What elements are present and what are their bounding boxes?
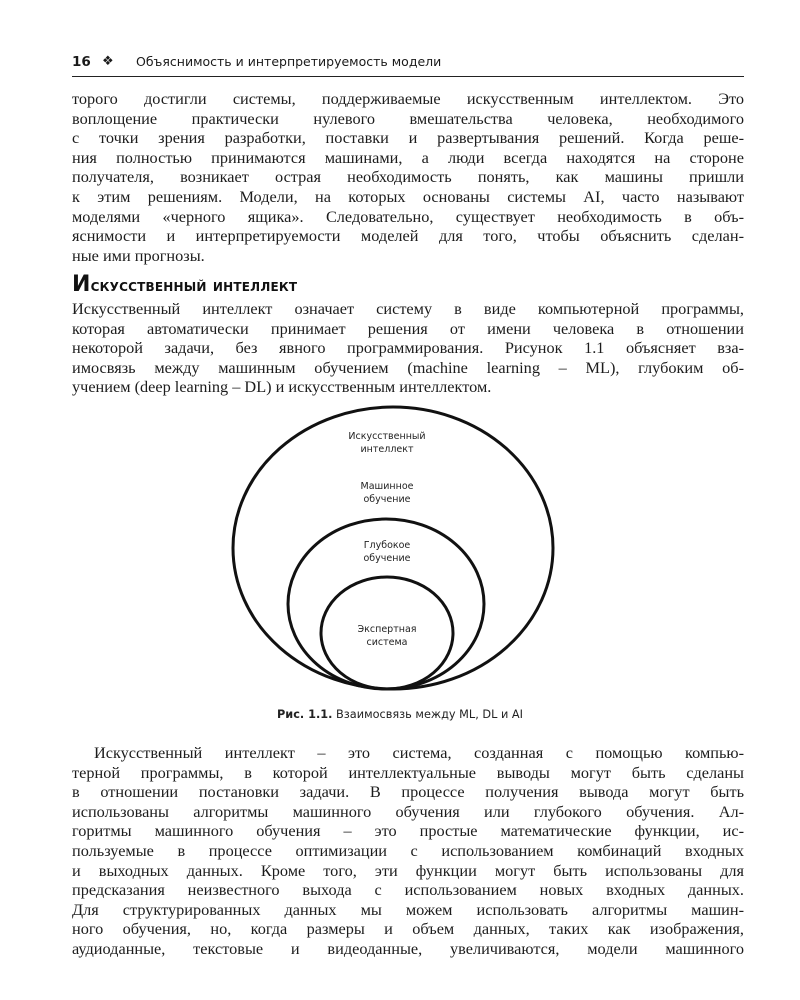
text-line: имосвязь между машинным обучением (machine learning – ML), глубоким об- — [72, 357, 744, 377]
label-line: интеллект — [360, 444, 414, 455]
label-ai — [307, 430, 467, 456]
text-line: ного обучения, но, когда размеры и объем данных, таких как изображения, — [72, 919, 744, 939]
section-paragraph-2 — [72, 743, 744, 959]
caption-text: Взаимосвязь между ML, DL и AI — [336, 708, 523, 721]
text-line: учением (deep learning – DL) и искусственным интеллектом. — [72, 377, 492, 397]
label-ml — [307, 480, 467, 506]
text-line: терной программы, в которой интеллектуальные выводы могут быть сделаны — [72, 762, 744, 782]
ornament-icon: ❖ — [102, 54, 114, 69]
text-line: которая автоматически принимает решения от имени человека в отношении — [72, 318, 744, 338]
running-header — [72, 54, 744, 77]
label-line: Искусственный — [348, 431, 426, 442]
text-line: Искусственный интеллект – это система, созданная с помощью компью- — [94, 743, 744, 762]
running-title: Объяснимость и интерпретируемость модели — [136, 54, 442, 69]
text-line: аудиоданные, текстовые и видеоданные, увеличиваются, модели машинного — [72, 938, 744, 958]
heading-first-letter: И — [72, 272, 91, 297]
page-number: 16 — [72, 54, 91, 70]
label-line: обучение — [363, 553, 411, 564]
text-line: некоторой задачи, без явного программирования. Рисунок 1.1 объясняет вза- — [72, 338, 744, 358]
section-paragraph-1 — [72, 299, 744, 397]
text-line: Искусственный интеллект означает систему в виде компьютерной программы, — [72, 299, 744, 318]
label-expert-system — [307, 623, 467, 649]
text-line: воплощение практически нулевого вмешательства человека, необходимого — [72, 108, 744, 128]
label-line: система — [366, 637, 408, 648]
text-line: горитмы машинного обучения – это простые математические функции, ис- — [72, 821, 744, 841]
text-line: использованы алгоритмы машинного обучения или глубокого обучения. Ал- — [72, 801, 744, 821]
text-line: с точки зрения разработки, поставки и развертывания решений. Когда реше- — [72, 128, 744, 148]
label-line: обучение — [363, 494, 411, 505]
text-line: предсказания неизвестного выхода с использованием новых входных данных. — [72, 880, 744, 900]
caption-number: Рис. 1.1. — [277, 708, 333, 721]
label-dl — [307, 539, 467, 565]
text-line: в отношении постановки задачи. В процессе получения вывода могут быть — [72, 782, 744, 802]
text-line: ные ими прогнозы. — [72, 245, 205, 265]
label-line: Глубокое — [363, 540, 411, 551]
text-line: и выходных данных. Кроме того, эти функции могут быть использованы для — [72, 860, 744, 880]
heading-rest: скусственный интеллект — [90, 276, 298, 296]
text-line: яснимости и интерпретируемости моделей для того, чтобы объяснить сделан- — [72, 226, 744, 246]
text-line: получателя, возникает острая необходимость понять, как машины пришли — [72, 167, 744, 187]
text-line: торого достигли системы, поддерживаемые искусственным интеллектом. Это — [72, 89, 744, 108]
text-line: к этим решениям. Модели, на которых основаны системы AI, часто называют — [72, 186, 744, 206]
label-line: Экспертная — [357, 624, 417, 635]
section-heading — [72, 272, 297, 297]
text-line: ния полностью принимаются машинами, а люди всегда находятся на стороне — [72, 147, 744, 167]
figure-caption — [0, 708, 800, 721]
text-line: Для структурированных данных мы можем использовать алгоритмы машин- — [72, 899, 744, 919]
figure-ml-dl-ai — [0, 400, 800, 700]
intro-paragraph — [72, 89, 744, 265]
text-line: моделями «черного ящика». Следовательно, существует необходимость в объ- — [72, 206, 744, 226]
label-line: Машинное — [360, 481, 414, 492]
text-line: пользуемые в процессе оптимизации с использованием комбинаций входных — [72, 840, 744, 860]
